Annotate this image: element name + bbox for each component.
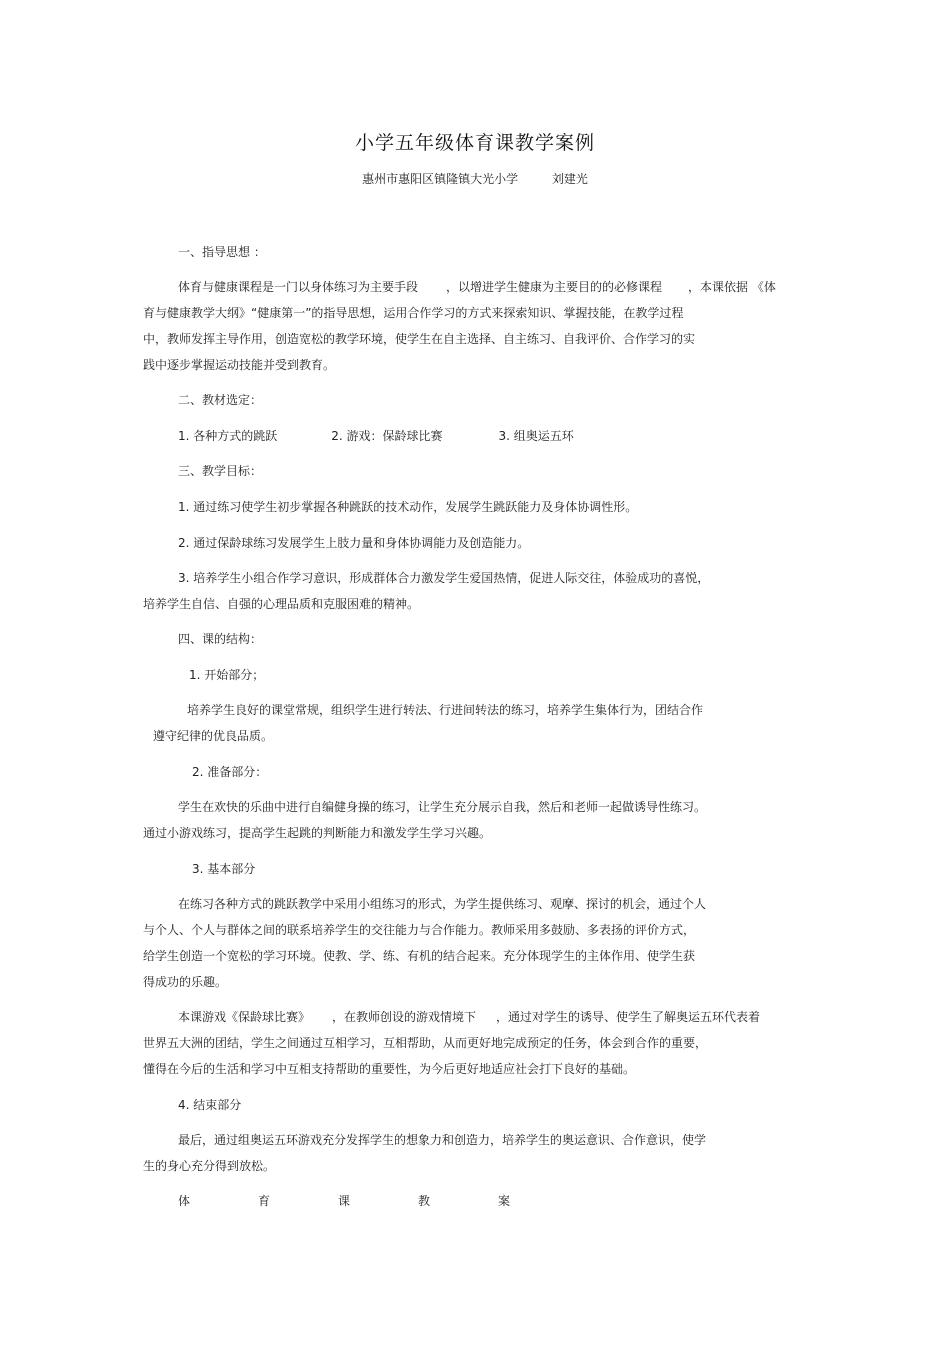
paragraph-line bbox=[178, 1009, 760, 1025]
author-name: 刘建光 bbox=[551, 172, 588, 186]
paragraph-line: 在练习各种方式的跳跃教学中采用小组练习的形式，为学生提供练习、观摩、探讨的机会，通过个人 bbox=[178, 897, 707, 911]
materials-list bbox=[178, 428, 574, 444]
list-item: 2. 游戏：保龄球比赛 bbox=[331, 429, 443, 443]
paragraph-line bbox=[178, 279, 776, 295]
school-name: 惠州市惠阳区镇隆镇大光小学 bbox=[362, 172, 519, 186]
paragraph-line: 培养学生自信、自强的心理品质和克服困难的精神。 bbox=[143, 597, 420, 611]
subsection-heading: 4. 结束部分 bbox=[178, 1098, 242, 1112]
paragraph-line: 生的身心充分得到放松。 bbox=[143, 1159, 276, 1173]
objective-item: 2. 通过保龄球练习发展学生上肢力量和身体协调能力及创造能力。 bbox=[178, 536, 530, 550]
section-heading-structure: 四、课的结构： bbox=[178, 632, 263, 646]
subsection-heading: 2. 准备部分： bbox=[192, 765, 268, 779]
footer-char: 教 bbox=[418, 1194, 431, 1208]
section-heading-materials: 二、教材选定： bbox=[178, 393, 263, 407]
paragraph-line: 践中逐步掌握运动技能并受到教育。 bbox=[143, 358, 336, 372]
paragraph-line: 通过小游戏练习，提高学生起跳的判断能力和激发学生学习兴趣。 bbox=[143, 826, 492, 840]
objective-item: 1. 通过练习使学生初步掌握各种跳跃的技术动作，发展学生跳跃能力及身体协调性形。 bbox=[178, 500, 638, 514]
objective-item: 3. 培养学生小组合作学习意识，形成群体合力激发学生爱国热情，促进人际交往，体验成功的喜悦， bbox=[178, 571, 710, 585]
text-fragment: ，通过对学生的诱导、使学生了解奥运五环代表着 bbox=[496, 1010, 761, 1024]
paragraph-line: 培养学生良好的课堂常规，组织学生进行转法、行进间转法的练习，培养学生集体行为，团结合作 bbox=[187, 703, 704, 717]
paragraph-line: 懂得在今后的生活和学习中互相支持帮助的重要性，为今后更好地适应社会打下良好的基础。 bbox=[143, 1062, 636, 1076]
section-heading-objectives: 三、教学目标： bbox=[178, 464, 263, 478]
section-heading-guiding-thought: 一、指导思想 ： bbox=[178, 245, 266, 259]
paragraph-line: 育与健康教学大纲》“健康第一”的指导思想，运用合作学习的方式来探索知识、掌握技能，在教学过程 bbox=[143, 306, 684, 320]
text-fragment: ，在教师创设的游戏情境下 bbox=[332, 1010, 477, 1024]
document-byline bbox=[0, 170, 950, 187]
list-item: 1. 各种方式的跳跃 bbox=[178, 429, 278, 443]
subsection-heading: 3. 基本部分 bbox=[192, 862, 256, 876]
footer-heading bbox=[178, 1193, 578, 1209]
document-title: 小学五年级体育课教学案例 bbox=[354, 132, 595, 154]
paragraph-line: 学生在欢快的乐曲中进行自编健身操的练习，让学生充分展示自我，然后和老师一起做诱导性练习。 bbox=[178, 800, 707, 814]
paragraph-line: 遵守纪律的优良品质。 bbox=[153, 729, 274, 743]
footer-char: 体 bbox=[178, 1194, 191, 1208]
paragraph-line: 得成功的乐趣。 bbox=[143, 975, 228, 989]
text-fragment: ，本课依据 《体 bbox=[688, 280, 776, 294]
paragraph-line: 中，教师发挥主导作用，创造宽松的教学环境，使学生在自主选择、自主练习、自我评价、合作学习的实 bbox=[143, 332, 696, 346]
list-item: 3. 组奥运五环 bbox=[498, 429, 574, 443]
text-fragment: 体育与健康课程是一门以身体练习为主要手段 bbox=[178, 280, 419, 294]
footer-char: 育 bbox=[258, 1194, 271, 1208]
paragraph-line: 最后，通过组奥运五环游戏充分发挥学生的想象力和创造力，培养学生的奥运意识、合作意识，使学 bbox=[178, 1133, 707, 1147]
footer-char: 课 bbox=[338, 1194, 351, 1208]
subsection-heading: 1. 开始部分； bbox=[189, 668, 265, 682]
paragraph-line: 与个人、个人与群体之间的联系培养学生的交往能力与合作能力。教师采用多鼓励、多表扬的评价方式， bbox=[143, 923, 696, 937]
footer-char: 案 bbox=[498, 1194, 511, 1208]
text-fragment: 本课游戏《保龄球比赛》 bbox=[178, 1010, 311, 1024]
paragraph-line: 世界五大洲的团结，学生之间通过互相学习，互相帮助，从而更好地完成预定的任务，体会到合作的重要， bbox=[143, 1036, 708, 1050]
paragraph-line: 给学生创造一个宽松的学习环境。使教、学、练、有机的结合起来。充分体现学生的主体作用、使学生获 bbox=[143, 949, 696, 963]
text-fragment: ，以增进学生健康为主要目的的必修课程 bbox=[446, 280, 663, 294]
